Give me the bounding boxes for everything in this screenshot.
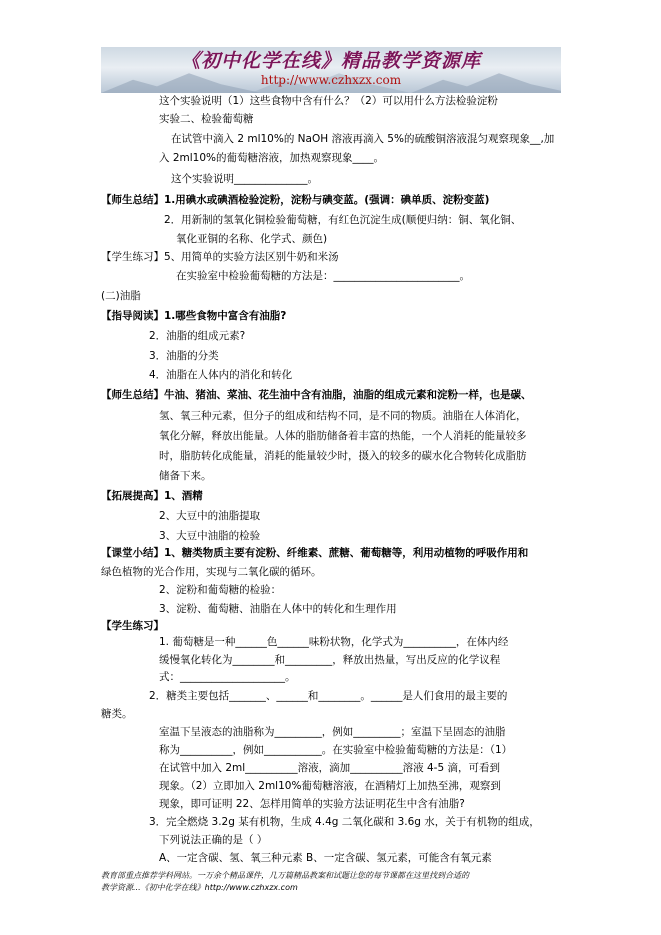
banner-title: 《初中化学在线》精品教学资源库 <box>180 50 481 72</box>
text-line: 3．油脂的分类 <box>149 350 219 362</box>
text-line: 2．油脂的组成元素? <box>149 330 246 342</box>
text-line: 氧化分解，释放出能量。人体的脂肪储备着丰富的热能，一个人消耗的能量较多 <box>159 430 527 442</box>
text-line: 绿色植物的光合作用，实现与二氧化碳的循环。 <box>101 566 322 578</box>
section-practice: 【学生练习】5、用简单的实验方法区别牛奶和米汤 <box>101 251 339 263</box>
banner-url-link[interactable]: http://www.czhxzx.com <box>260 73 402 87</box>
question-line: 现象，即可证明 22、怎样用简单的实验方法证明花生中含有油脂? <box>159 798 465 810</box>
question-line: 式：____________________。 <box>159 671 296 683</box>
text-line: 3、淀粉、葡萄糖、油脂在人体中的转化和生理作用 <box>159 603 397 615</box>
header-banner <box>101 47 561 93</box>
question-line: 下列说法正确的是（ ） <box>159 834 268 846</box>
text-line: 时，脂肪转化成能量，消耗的能量较少时，摄入的较多的碳水化合物转化成脂肪 <box>159 450 527 462</box>
text-line: 入 2ml10%的葡萄糖溶液，加热观察现象____。 <box>159 152 385 164</box>
text-line: 2、淀粉和葡萄糖的检验： <box>159 584 282 596</box>
answer-options: A、一定含碳、氢、氧三种元素 B、一定含碳、氢元素，可能含有氧元素 <box>159 852 492 864</box>
text-line: 氢、氧三种元素，但分子的组成和结构不同，是不同的物质。油脂在人体消化， <box>159 410 527 422</box>
footer-line: 教育部重点推荐学科网站。一万余个精品课件，几万篇精品教案和试题让您的每节课都在这里找到合适的 <box>101 871 469 880</box>
section-heading: (二)油脂 <box>101 290 141 302</box>
text-line: 储备下来。 <box>159 470 212 482</box>
section-class-summary: 【课堂小结】1、糖类物质主要有淀粉、纤维素、蔗糖、葡萄糖等，利用动植物的呼吸作用和 <box>101 547 529 559</box>
text-line: 在试管中滴入 2 ml10%的 NaOH 溶液再滴入 5%的硫酸铜溶液混匀观察现象__,加 <box>171 133 555 145</box>
question-line: 2．糖类主要包括_______、______和________。______是人们食用的最主要的 <box>149 690 508 702</box>
text-line: 氧化亚铜的名称、化学式、颜色) <box>176 233 328 245</box>
question-line: 1. 葡萄糖是一种______色______味粉状物，化学式为__________，在体内经 <box>159 636 509 648</box>
section-reading: 【指导阅读】1.哪些食物中富含有油脂? <box>101 310 287 322</box>
footer <box>101 870 561 893</box>
footer-line[interactable]: 教学资源...《初中化学在线》http://www.czhxzx.com <box>101 882 298 892</box>
text-line: 2、大豆中的油脂提取 <box>159 510 261 522</box>
section-summary: 【师生总结】1.用碘水或碘酒检验淀粉，淀粉与碘变蓝。(强调：碘单质、淀粉变蓝) <box>101 194 490 206</box>
text-line: 2．用新制的氢氧化铜检验葡萄糖，有红色沉淀生成(顺便归纳：铜、氧化铜、 <box>164 214 522 226</box>
question-line: 现象。（2）立即加入 2ml10%葡萄糖溶液，在酒精灯上加热至沸，观察到 <box>159 780 501 792</box>
question-line: 在试管中加入 2ml__________溶液，滴加__________溶液 4-5 滴，可看到 <box>159 762 500 774</box>
section-practice: 【学生练习】 <box>101 620 164 632</box>
text-line: 这个实验说明（1）这些食物中含有什么？（2）可以用什么方法检验淀粉 <box>159 95 498 107</box>
section-extension: 【拓展提高】1、酒精 <box>101 490 203 502</box>
text-line: 3、大豆中油脂的检验 <box>159 530 261 542</box>
question-line: 室温下呈液态的油脂称为_________，例如_________；室温下呈固态的油脂 <box>159 726 506 738</box>
question-line: 称为__________，例如___________。在实验室中检验葡萄糖的方法是：（1） <box>159 744 513 756</box>
text-line: 实验二、检验葡萄糖 <box>159 113 254 125</box>
question-line: 缓慢氧化转化为________和_________，释放出热量，写出反应的化学议程 <box>159 654 501 666</box>
question-line: 3．完全燃烧 3.2g 某有机物，生成 4.4g 二氧化碳和 3.6g 水，关于有机物的组成， <box>149 816 540 828</box>
text-line: 这个实验说明______________。 <box>171 173 318 185</box>
question-line: 糖类。 <box>101 708 133 720</box>
section-summary: 【师生总结】牛油、猪油、菜油、花生油中含有油脂，油脂的组成元素和淀粉一样，也是碳、 <box>101 389 532 401</box>
text-line: 在实验室中检验葡萄糖的方法是：________________________。 <box>176 270 470 282</box>
text-line: 4．油脂在人体内的消化和转化 <box>149 369 293 381</box>
